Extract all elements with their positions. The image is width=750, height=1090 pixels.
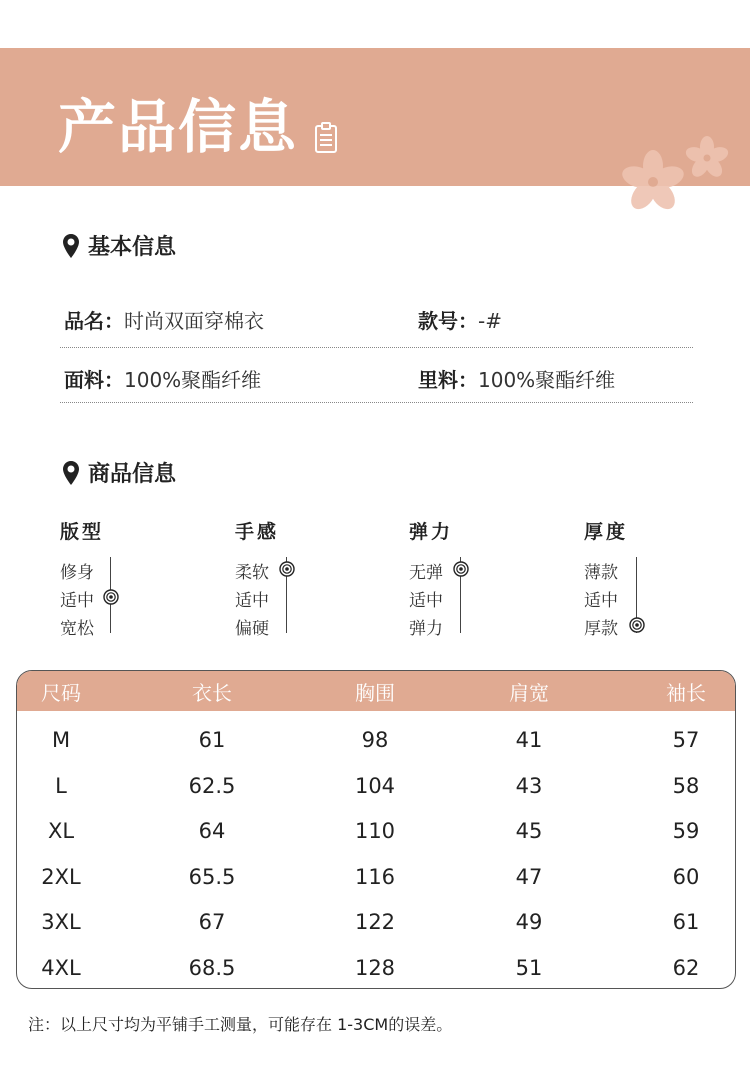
cell-length: 68.5 [188, 955, 236, 980]
cell-size: L [55, 773, 67, 798]
scale-marker-icon [629, 617, 645, 633]
cell-shoulder: 45 [515, 819, 543, 843]
measurement-note: 注：以上尺寸均为平铺手工测量，可能存在 1-3CM的误差。 [28, 1015, 453, 1034]
cell-size: M [51, 728, 71, 752]
location-pin-icon [62, 233, 80, 259]
cell-chest: 98 [361, 728, 389, 752]
cell-shoulder: 41 [515, 728, 543, 752]
attribute-level-label: 适中 [60, 591, 94, 611]
cell-shoulder: 43 [515, 773, 543, 798]
table-row [17, 720, 735, 765]
field-key: 款号： [418, 309, 478, 333]
table-row [17, 857, 735, 902]
table-row [17, 766, 735, 811]
scale-marker-icon [279, 561, 295, 577]
cell-size: 4XL [41, 955, 81, 980]
field-value: 100%聚酯纤维 [124, 368, 262, 392]
cell-sleeve: 59 [672, 819, 700, 843]
table-row [17, 902, 735, 947]
cell-length: 64 [198, 819, 226, 843]
cell-chest: 122 [354, 910, 396, 934]
goods-info-heading-text: 商品信息 [88, 462, 177, 487]
attribute-level-label: 偏硬 [235, 619, 269, 639]
cell-shoulder: 47 [515, 864, 543, 889]
header-length: 衣长 [192, 681, 232, 705]
attribute-level-label: 厚款 [584, 619, 618, 639]
table-row [17, 811, 735, 856]
page-title: 产品信息 [58, 93, 299, 161]
attribute-level-label: 适中 [584, 591, 618, 611]
basic-info-heading [62, 230, 176, 261]
attribute-level-label: 无弹 [409, 563, 443, 583]
cell-sleeve: 60 [672, 864, 700, 889]
header-size: 尺码 [41, 681, 81, 705]
field-fabric [64, 364, 261, 393]
cell-chest: 116 [354, 864, 396, 889]
cell-sleeve: 61 [672, 910, 700, 934]
attribute-level-label: 宽松 [60, 619, 94, 639]
size-table [16, 670, 736, 989]
attribute-level-label: 弹力 [409, 619, 443, 639]
header-shoulder: 肩宽 [509, 681, 549, 705]
attribute-level-label: 修身 [60, 563, 94, 583]
attribute-title: 厚度 [584, 521, 629, 543]
cell-length: 62.5 [188, 773, 236, 798]
field-lining [418, 364, 615, 393]
cell-sleeve: 58 [672, 773, 700, 798]
cell-size: 3XL [41, 910, 81, 934]
cell-length: 61 [198, 728, 226, 752]
field-key: 品名： [64, 309, 124, 333]
cell-shoulder: 51 [515, 955, 543, 980]
cell-chest: 110 [354, 819, 396, 843]
field-value: 时尚双面穿棉衣 [124, 309, 264, 333]
cell-sleeve: 57 [672, 728, 700, 752]
divider [60, 402, 693, 403]
attribute-level-label: 适中 [409, 591, 443, 611]
cell-shoulder: 49 [515, 910, 543, 934]
location-pin-icon [62, 460, 80, 486]
field-key: 面料： [64, 368, 124, 392]
header-chest: 胸围 [355, 681, 395, 705]
cell-chest: 104 [354, 773, 396, 798]
clipboard-icon [314, 122, 338, 154]
field-product-name [64, 305, 264, 334]
attribute-level-label: 适中 [235, 591, 269, 611]
flower-icon [615, 132, 735, 222]
field-style-number [418, 305, 502, 334]
size-table-header [17, 671, 735, 711]
attribute-level-label: 柔软 [235, 563, 269, 583]
field-value: 100%聚酯纤维 [478, 368, 616, 392]
goods-info-heading [62, 457, 176, 488]
table-row [17, 948, 735, 990]
scale-marker-icon [453, 561, 469, 577]
field-value: -# [478, 309, 502, 333]
field-key: 里料： [418, 368, 478, 392]
basic-info-heading-text: 基本信息 [88, 235, 177, 260]
cell-size: 2XL [41, 864, 81, 889]
scale-marker-icon [103, 589, 119, 605]
attribute-level-label: 薄款 [584, 563, 618, 583]
attribute-title: 弹力 [409, 521, 454, 543]
cell-length: 65.5 [188, 864, 236, 889]
attribute-title: 手感 [235, 521, 280, 543]
cell-length: 67 [198, 910, 226, 934]
cell-chest: 128 [354, 955, 396, 980]
cell-size: XL [47, 819, 75, 843]
header-sleeve: 袖长 [666, 681, 706, 705]
title-banner [0, 48, 750, 186]
cell-sleeve: 62 [672, 955, 700, 980]
attribute-title: 版型 [60, 521, 105, 543]
divider [60, 347, 693, 348]
